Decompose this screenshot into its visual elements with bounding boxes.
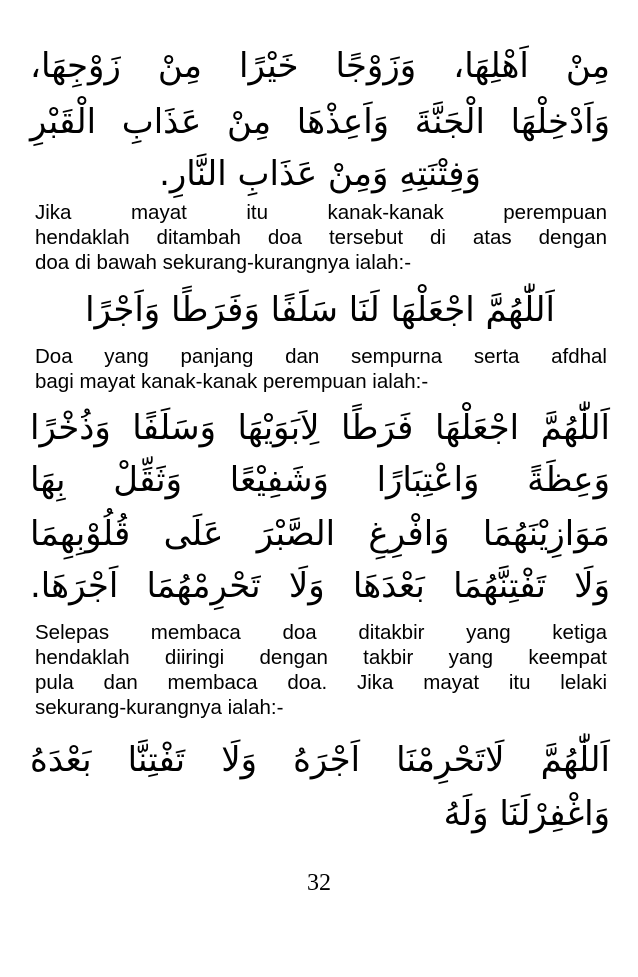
page-number: 32: [307, 870, 331, 896]
arabic-doa-end-line-2: وَاغْفِرْلَنَا وَلَهُ: [443, 794, 610, 834]
arabic-doa-long-line-1: اَللّٰهُمَّ اجْعَلْهَا فَرَطًا لِاَبَوَيْهَا وَسَلَفًا وَذُخْرًا: [30, 408, 610, 448]
paragraph-line: hendaklah ditambah doa tersebut di atas dengan: [35, 226, 607, 249]
arabic-doa-end-line-1: اَللّٰهُمَّ لَاتَحْرِمْنَا اَجْرَهُ وَلَا تَفْتِنَّا بَعْدَهُ: [30, 740, 610, 780]
paragraph-line: Jika mayat itu kanak-kanak perempuan: [35, 201, 607, 224]
arabic-doa-long-line-4: وَلَا تَفْتِنَّهُمَا بَعْدَهَا وَلَا تَحْرِمْهُمَا اَجْرَهَا.: [30, 566, 610, 606]
paragraph-kanak-perempuan: [35, 200, 607, 275]
paragraph-line: hendaklah diiringi dengan takbir yang keempat: [35, 646, 607, 669]
arabic-doa-long-line-2: وَعِظَةً وَاعْتِبَارًا وَشَفِيْعًا وَثَقِّلْ بِهَا: [30, 460, 610, 500]
paragraph-line: doa di bawah sekurang-kurangnya ialah:-: [35, 251, 412, 274]
arabic-doa-short: اَللّٰهُمَّ اجْعَلْهَا لَنَا سَلَفًا وَفَرَطًا وَاَجْرًا: [85, 290, 555, 330]
paragraph-line: sekurang-kurangnya ialah:-: [35, 696, 284, 719]
arabic-verse-top-line-1: مِنْ اَهْلِهَا، وَزَوْجًا خَيْرًا مِنْ زَوْجِهَا،: [30, 46, 610, 86]
paragraph-line: Doa yang panjang dan sempurna serta afdhal: [35, 345, 607, 368]
arabic-verse-top-line-2: وَاَدْخِلْهَا الْجَنَّةَ وَاَعِذْهَا مِنْ عَذَابِ الْقَبْرِ: [30, 102, 610, 142]
paragraph-line: Selepas membaca doa ditakbir yang ketiga: [35, 621, 607, 644]
paragraph-line: pula dan membaca doa. Jika mayat itu lelaki: [35, 671, 607, 694]
paragraph-line: bagi mayat kanak-kanak perempuan ialah:-: [35, 370, 429, 393]
arabic-verse-top-line-3: وَفِتْنَتِهِ وَمِنْ عَذَابِ النَّارِ.: [159, 154, 481, 194]
arabic-doa-long-line-3: مَوَازِيْنَهُمَا وَافْرِغِ الصَّبْرَ عَلَى قُلُوْبِهِمَا: [30, 514, 610, 554]
paragraph-doa-panjang: [35, 344, 607, 394]
paragraph-takbir-keempat: [35, 620, 607, 720]
